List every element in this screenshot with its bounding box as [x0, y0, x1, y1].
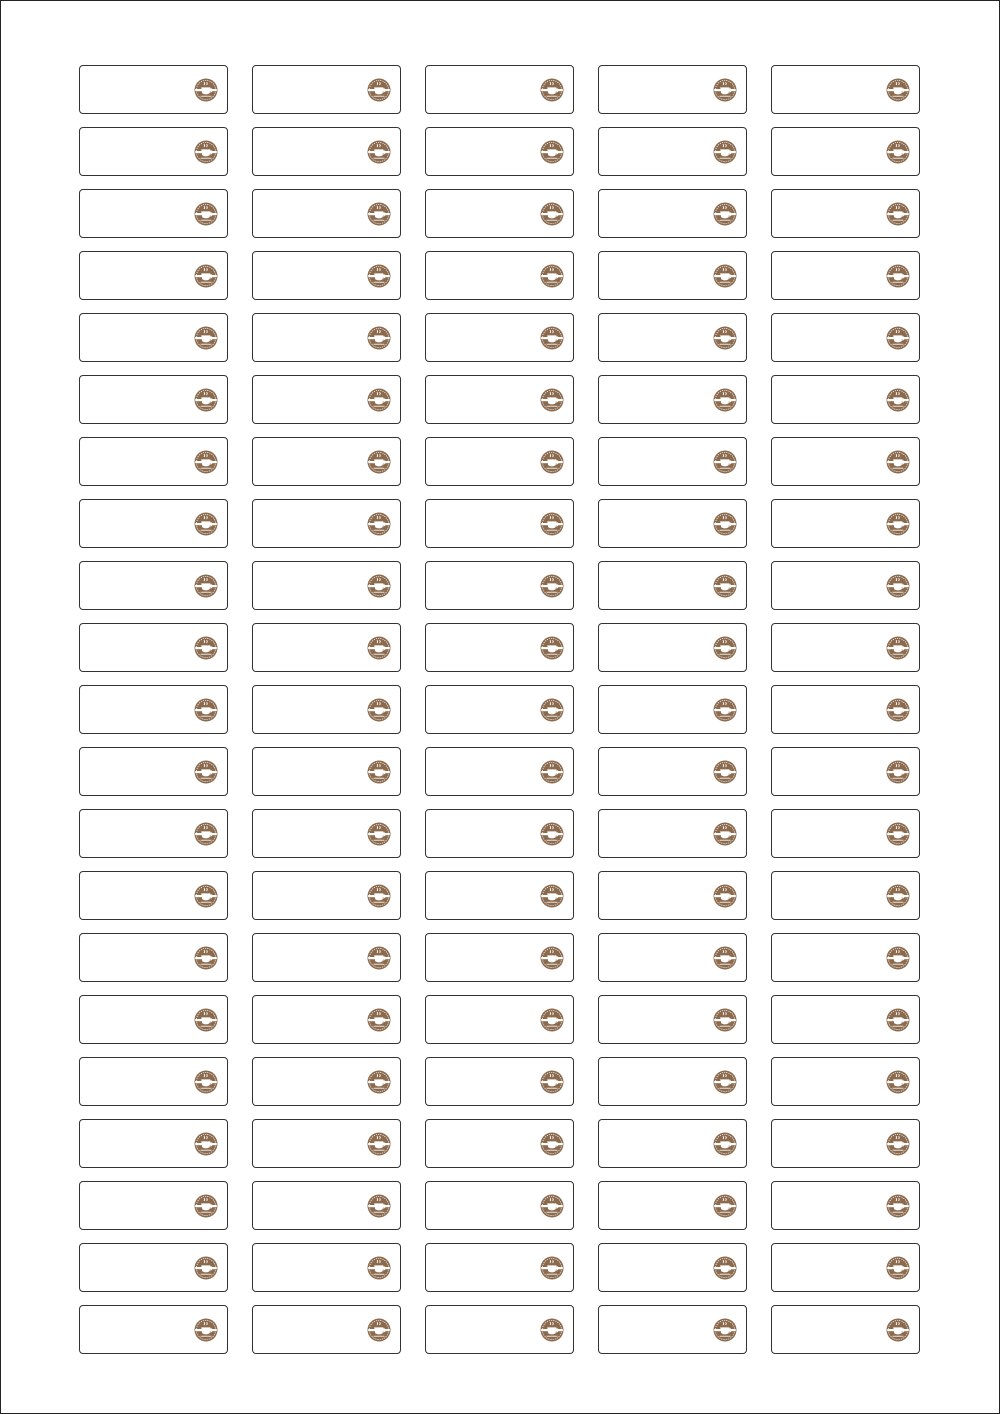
coffee-cup-emblem-icon	[194, 78, 218, 102]
coffee-cup-emblem-icon	[886, 1070, 910, 1094]
coffee-cup-emblem-icon	[367, 326, 391, 350]
coffee-cup-emblem-icon	[713, 1194, 737, 1218]
label-cell	[425, 623, 574, 672]
coffee-cup-emblem-icon	[540, 326, 564, 350]
coffee-cup-emblem-icon	[886, 326, 910, 350]
label-cell	[598, 623, 747, 672]
label-cell	[252, 1181, 401, 1230]
coffee-cup-emblem-icon	[194, 760, 218, 784]
label-cell	[771, 1181, 920, 1230]
label-cell	[252, 685, 401, 734]
label-cell	[598, 499, 747, 548]
coffee-cup-emblem-icon	[194, 1008, 218, 1032]
coffee-cup-emblem-icon	[194, 264, 218, 288]
label-cell	[425, 65, 574, 114]
coffee-cup-emblem-icon	[540, 1008, 564, 1032]
coffee-cup-emblem-icon	[886, 884, 910, 908]
label-cell	[771, 251, 920, 300]
coffee-cup-emblem-icon	[194, 202, 218, 226]
label-cell	[252, 933, 401, 982]
label-cell	[598, 871, 747, 920]
coffee-cup-emblem-icon	[367, 574, 391, 598]
coffee-cup-emblem-icon	[194, 140, 218, 164]
label-cell	[425, 375, 574, 424]
coffee-cup-emblem-icon	[540, 78, 564, 102]
coffee-cup-emblem-icon	[540, 946, 564, 970]
label-cell	[771, 871, 920, 920]
coffee-cup-emblem-icon	[540, 636, 564, 660]
coffee-cup-emblem-icon	[540, 1256, 564, 1280]
label-cell	[79, 1181, 228, 1230]
coffee-cup-emblem-icon	[540, 512, 564, 536]
label-cell	[425, 933, 574, 982]
label-cell	[79, 1305, 228, 1354]
coffee-cup-emblem-icon	[194, 574, 218, 598]
coffee-cup-emblem-icon	[540, 1194, 564, 1218]
label-cell	[252, 313, 401, 362]
label-cell	[252, 561, 401, 610]
coffee-cup-emblem-icon	[367, 388, 391, 412]
coffee-cup-emblem-icon	[713, 1256, 737, 1280]
label-cell	[771, 995, 920, 1044]
coffee-cup-emblem-icon	[713, 1132, 737, 1156]
label-cell	[598, 313, 747, 362]
label-cell	[598, 1181, 747, 1230]
coffee-cup-emblem-icon	[886, 1008, 910, 1032]
coffee-cup-emblem-icon	[367, 1256, 391, 1280]
coffee-cup-emblem-icon	[713, 760, 737, 784]
coffee-cup-emblem-icon	[367, 512, 391, 536]
coffee-cup-emblem-icon	[367, 1318, 391, 1342]
coffee-cup-emblem-icon	[367, 884, 391, 908]
coffee-cup-emblem-icon	[194, 512, 218, 536]
label-cell	[79, 561, 228, 610]
label-cell	[598, 933, 747, 982]
label-cell	[425, 1119, 574, 1168]
coffee-cup-emblem-icon	[713, 140, 737, 164]
coffee-cup-emblem-icon	[540, 388, 564, 412]
label-cell	[598, 375, 747, 424]
coffee-cup-emblem-icon	[194, 946, 218, 970]
coffee-cup-emblem-icon	[886, 202, 910, 226]
coffee-cup-emblem-icon	[194, 1132, 218, 1156]
coffee-cup-emblem-icon	[367, 760, 391, 784]
coffee-cup-emblem-icon	[713, 264, 737, 288]
coffee-cup-emblem-icon	[886, 450, 910, 474]
coffee-cup-emblem-icon	[367, 450, 391, 474]
label-cell	[252, 747, 401, 796]
coffee-cup-emblem-icon	[194, 822, 218, 846]
coffee-cup-emblem-icon	[367, 636, 391, 660]
coffee-cup-emblem-icon	[886, 140, 910, 164]
label-cell	[771, 437, 920, 486]
coffee-cup-emblem-icon	[540, 760, 564, 784]
label-cell	[771, 499, 920, 548]
coffee-cup-emblem-icon	[713, 946, 737, 970]
coffee-cup-emblem-icon	[713, 884, 737, 908]
coffee-cup-emblem-icon	[713, 574, 737, 598]
coffee-cup-emblem-icon	[194, 636, 218, 660]
coffee-cup-emblem-icon	[540, 884, 564, 908]
label-cell	[425, 995, 574, 1044]
coffee-cup-emblem-icon	[886, 388, 910, 412]
coffee-cup-emblem-icon	[713, 326, 737, 350]
label-cell	[425, 313, 574, 362]
coffee-cup-emblem-icon	[886, 78, 910, 102]
coffee-cup-emblem-icon	[713, 636, 737, 660]
label-cell	[252, 1243, 401, 1292]
label-cell	[79, 375, 228, 424]
label-cell	[425, 561, 574, 610]
label-cell	[771, 1243, 920, 1292]
label-cell	[425, 251, 574, 300]
label-cell	[425, 1057, 574, 1106]
coffee-cup-emblem-icon	[713, 1070, 737, 1094]
label-cell	[79, 1057, 228, 1106]
label-cell	[598, 809, 747, 858]
label-cell	[425, 1305, 574, 1354]
coffee-cup-emblem-icon	[540, 698, 564, 722]
coffee-cup-emblem-icon	[367, 1008, 391, 1032]
label-cell	[79, 933, 228, 982]
coffee-cup-emblem-icon	[540, 1132, 564, 1156]
label-cell	[252, 1119, 401, 1168]
label-cell	[598, 995, 747, 1044]
label-cell	[79, 65, 228, 114]
label-cell	[252, 437, 401, 486]
label-cell	[771, 127, 920, 176]
label-cell	[252, 251, 401, 300]
coffee-cup-emblem-icon	[194, 698, 218, 722]
label-cell	[79, 623, 228, 672]
label-cell	[771, 685, 920, 734]
label-cell	[79, 685, 228, 734]
label-cell	[598, 251, 747, 300]
label-cell	[79, 251, 228, 300]
label-cell	[79, 1119, 228, 1168]
label-cell	[252, 809, 401, 858]
label-cell	[425, 499, 574, 548]
coffee-cup-emblem-icon	[367, 1132, 391, 1156]
label-cell	[771, 623, 920, 672]
label-cell	[79, 871, 228, 920]
coffee-cup-emblem-icon	[886, 1194, 910, 1218]
label-cell	[425, 809, 574, 858]
label-cell	[425, 437, 574, 486]
coffee-cup-emblem-icon	[886, 698, 910, 722]
label-cell	[598, 561, 747, 610]
label-cell	[771, 1057, 920, 1106]
label-cell	[771, 1119, 920, 1168]
coffee-cup-emblem-icon	[367, 264, 391, 288]
coffee-cup-emblem-icon	[886, 1256, 910, 1280]
coffee-cup-emblem-icon	[713, 202, 737, 226]
label-cell	[79, 1243, 228, 1292]
coffee-cup-emblem-icon	[194, 1194, 218, 1218]
coffee-cup-emblem-icon	[540, 1318, 564, 1342]
coffee-cup-emblem-icon	[886, 264, 910, 288]
label-cell	[598, 685, 747, 734]
coffee-cup-emblem-icon	[540, 1070, 564, 1094]
label-cell	[425, 871, 574, 920]
coffee-cup-emblem-icon	[367, 1194, 391, 1218]
coffee-cup-emblem-icon	[194, 1318, 218, 1342]
label-cell	[252, 375, 401, 424]
coffee-cup-emblem-icon	[713, 388, 737, 412]
coffee-cup-emblem-icon	[713, 450, 737, 474]
coffee-cup-emblem-icon	[194, 1070, 218, 1094]
label-cell	[598, 1119, 747, 1168]
label-cell	[252, 1057, 401, 1106]
label-cell	[771, 375, 920, 424]
label-cell	[252, 189, 401, 238]
coffee-cup-emblem-icon	[194, 450, 218, 474]
label-cell	[771, 189, 920, 238]
label-cell	[598, 1305, 747, 1354]
label-cell	[598, 747, 747, 796]
coffee-cup-emblem-icon	[194, 884, 218, 908]
label-cell	[771, 313, 920, 362]
coffee-cup-emblem-icon	[540, 574, 564, 598]
label-cell	[79, 189, 228, 238]
label-cell	[252, 871, 401, 920]
coffee-cup-emblem-icon	[886, 946, 910, 970]
label-cell	[771, 561, 920, 610]
coffee-cup-emblem-icon	[540, 822, 564, 846]
coffee-cup-emblem-icon	[886, 1132, 910, 1156]
coffee-cup-emblem-icon	[886, 822, 910, 846]
coffee-cup-emblem-icon	[713, 512, 737, 536]
label-cell	[425, 127, 574, 176]
label-grid	[79, 65, 920, 1354]
label-cell	[252, 499, 401, 548]
label-cell	[771, 809, 920, 858]
coffee-cup-emblem-icon	[540, 140, 564, 164]
label-cell	[79, 127, 228, 176]
label-cell	[771, 1305, 920, 1354]
coffee-cup-emblem-icon	[713, 1318, 737, 1342]
label-cell	[79, 995, 228, 1044]
label-cell	[252, 1305, 401, 1354]
label-cell	[598, 189, 747, 238]
label-cell	[598, 437, 747, 486]
label-cell	[771, 933, 920, 982]
label-cell	[79, 809, 228, 858]
coffee-cup-emblem-icon	[367, 140, 391, 164]
label-cell	[79, 313, 228, 362]
label-cell	[79, 499, 228, 548]
label-cell	[252, 65, 401, 114]
label-cell	[252, 995, 401, 1044]
coffee-cup-emblem-icon	[194, 326, 218, 350]
coffee-cup-emblem-icon	[886, 636, 910, 660]
coffee-cup-emblem-icon	[886, 574, 910, 598]
coffee-cup-emblem-icon	[194, 388, 218, 412]
coffee-cup-emblem-icon	[367, 78, 391, 102]
label-cell	[425, 189, 574, 238]
coffee-cup-emblem-icon	[540, 264, 564, 288]
label-cell	[598, 65, 747, 114]
coffee-cup-emblem-icon	[713, 822, 737, 846]
coffee-cup-emblem-icon	[367, 822, 391, 846]
label-cell	[252, 127, 401, 176]
label-cell	[771, 65, 920, 114]
coffee-cup-emblem-icon	[886, 512, 910, 536]
label-cell	[79, 747, 228, 796]
coffee-cup-emblem-icon	[367, 1070, 391, 1094]
coffee-cup-emblem-icon	[886, 1318, 910, 1342]
coffee-cup-emblem-icon	[540, 202, 564, 226]
label-cell	[425, 685, 574, 734]
coffee-cup-emblem-icon	[367, 946, 391, 970]
coffee-cup-emblem-icon	[194, 1256, 218, 1280]
coffee-cup-emblem-icon	[367, 698, 391, 722]
coffee-cup-emblem-icon	[713, 78, 737, 102]
label-cell	[425, 1181, 574, 1230]
label-cell	[79, 437, 228, 486]
coffee-cup-emblem-icon	[886, 760, 910, 784]
coffee-cup-emblem-icon	[713, 698, 737, 722]
label-cell	[425, 747, 574, 796]
coffee-cup-emblem-icon	[713, 1008, 737, 1032]
label-cell	[598, 1057, 747, 1106]
label-cell	[425, 1243, 574, 1292]
coffee-cup-emblem-icon	[367, 202, 391, 226]
coffee-cup-emblem-icon	[540, 450, 564, 474]
label-cell	[252, 623, 401, 672]
label-cell	[598, 1243, 747, 1292]
label-cell	[771, 747, 920, 796]
label-cell	[598, 127, 747, 176]
